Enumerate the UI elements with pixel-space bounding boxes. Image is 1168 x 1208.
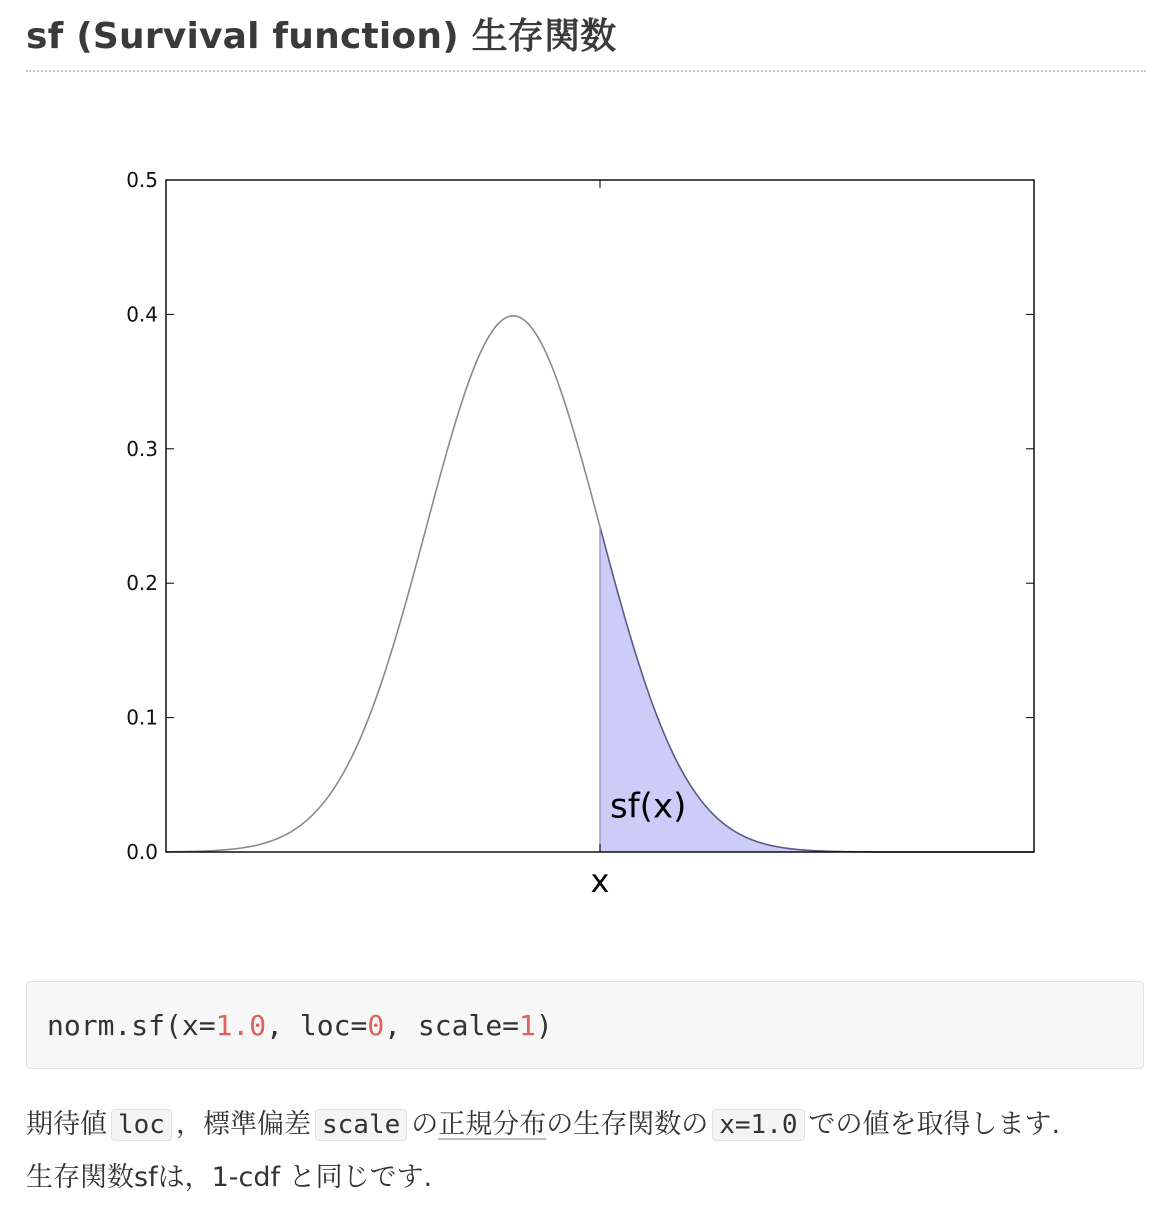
inline-code-x: x=1.0	[712, 1109, 804, 1141]
code-block	[26, 981, 1144, 1069]
code-sep-scale: , scale=	[384, 1009, 520, 1042]
text-std-dev: 標準偏差	[202, 1109, 311, 1140]
y-tick-label-0: 0.0	[126, 840, 158, 864]
y-tick-label-4: 0.4	[126, 302, 158, 327]
inline-code-loc: loc	[111, 1109, 172, 1141]
note-paragraph: 生存関数sfは，1-cdf と同じです.	[26, 1162, 433, 1193]
x-tick-label: x	[590, 862, 610, 900]
y-tick-label-1: 0.1	[126, 705, 158, 730]
sf-annotation: sf(x)	[610, 786, 687, 827]
section-heading: sf (Survival function) 生存関数	[26, 16, 617, 57]
text-comma: ，	[175, 1109, 203, 1140]
survival-function-chart	[100, 150, 1060, 910]
code-loc-value: 0	[367, 1009, 385, 1042]
code-scale-value: 1	[519, 1009, 536, 1042]
y-tick-label-5: 0.5	[126, 168, 158, 192]
code-end: )	[535, 1009, 553, 1042]
text-get-value: での値を取得します.	[808, 1109, 1061, 1140]
code-sep-loc: , loc=	[266, 1009, 368, 1042]
y-tick-label-3: 0.3	[126, 436, 158, 461]
description-paragraph	[26, 1105, 1060, 1145]
inline-code-scale: scale	[315, 1109, 407, 1141]
code-fn: norm.sf(x=	[47, 1009, 216, 1042]
text-survival-of: の生存関数の	[546, 1109, 709, 1140]
heading-divider	[26, 70, 1146, 72]
code-x-value: 1.0	[215, 1009, 267, 1042]
y-tick-label-2: 0.2	[126, 571, 158, 596]
link-normal-distribution[interactable]: 正規分布	[438, 1109, 547, 1140]
text-expected-value: 期待値	[26, 1109, 107, 1140]
text-no: の	[411, 1109, 439, 1140]
